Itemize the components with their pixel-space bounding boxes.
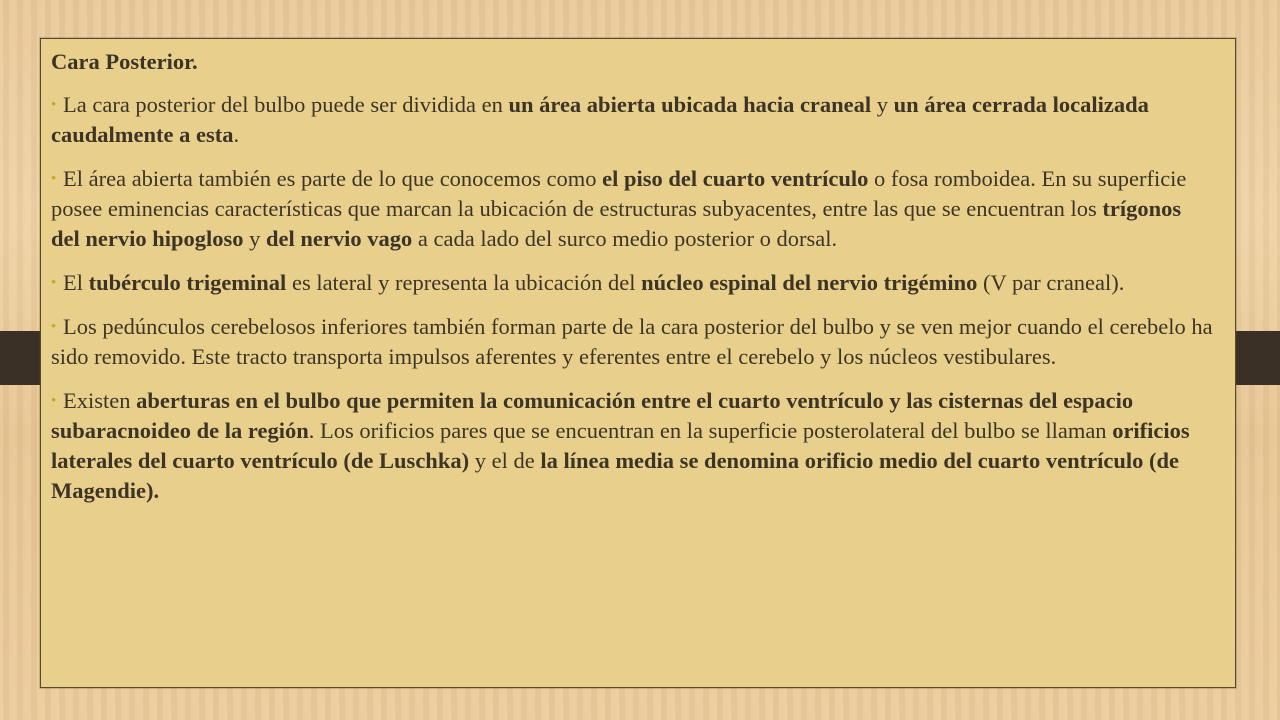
text-segment: . [233,122,240,147]
bullet-paragraph [51,164,1215,254]
bold-text: del nervio vago [266,226,413,251]
bold-text: el piso del cuarto ventrículo [602,166,869,191]
bullet-icon: • [51,275,57,291]
content-panel [40,38,1236,688]
text-segment: Los pedúnculos cerebelosos inferiores también forman parte de la cara posterior del bulbo y se ven mejor cuando el cerebelo ha sido removido. Este tracto transporta impulsos aferentes y eferentes entre el cerebelo y los núcleos vestibulares. [51,314,1213,369]
text-segment: es lateral y representa la ubicación del [286,270,642,295]
bold-text: un área abierta ubicada hacia craneal [508,92,872,117]
decorative-band-left [0,331,42,385]
text-segment: y el de [469,448,541,473]
bold-text: trígonos del nervio hipogloso [51,196,1182,251]
text-segment: El área abierta también es parte de lo que conocemos como [63,166,603,191]
bullet-paragraph [51,90,1215,150]
bold-text: núcleo espinal del nervio trigémino [641,270,978,295]
paragraph-list [51,90,1215,506]
text-segment: (V par craneal). [977,270,1125,295]
decorative-band-right [1236,331,1280,385]
text-segment: o fosa romboidea. En su superficie posee eminencias características que marcan la ubicación de estructuras subyacentes, entre las que se encuentran los [51,166,1187,221]
bold-text: un área cerrada localizada caudalmente a esta [51,92,1149,147]
text-segment: a cada lado del surco medio posterior o dorsal. [412,226,838,251]
bullet-icon: • [51,97,57,113]
bullet-icon: • [51,319,57,335]
bullet-icon: • [51,171,57,187]
text-segment: Existen [63,388,137,413]
bullet-icon: • [51,393,57,409]
bullet-paragraph [51,312,1215,372]
bold-text: tubérculo trigeminal [88,270,287,295]
bold-text: aberturas en el bulbo que permiten la comunicación entre el cuarto ventrículo y las cisternas del espacio subaracnoideo de la región [51,388,1134,443]
text-segment: . Los orificios pares que se encuentran en la superficie posterolateral del bulbo se llaman [308,418,1113,443]
text-segment: El [63,270,89,295]
slide-heading: Cara Posterior. [51,49,198,74]
bold-text: la línea media se denomina orificio medio del cuarto ventrículo (de Magendie). [51,448,1179,503]
text-segment: y [871,92,894,117]
bold-text: orificios laterales del cuarto ventrículo (de Luschka) [51,418,1190,473]
bullet-paragraph [51,268,1215,298]
bullet-paragraph [51,386,1215,506]
text-segment: y [243,226,267,251]
text-segment: La cara posterior del bulbo puede ser dividida en [63,92,509,117]
